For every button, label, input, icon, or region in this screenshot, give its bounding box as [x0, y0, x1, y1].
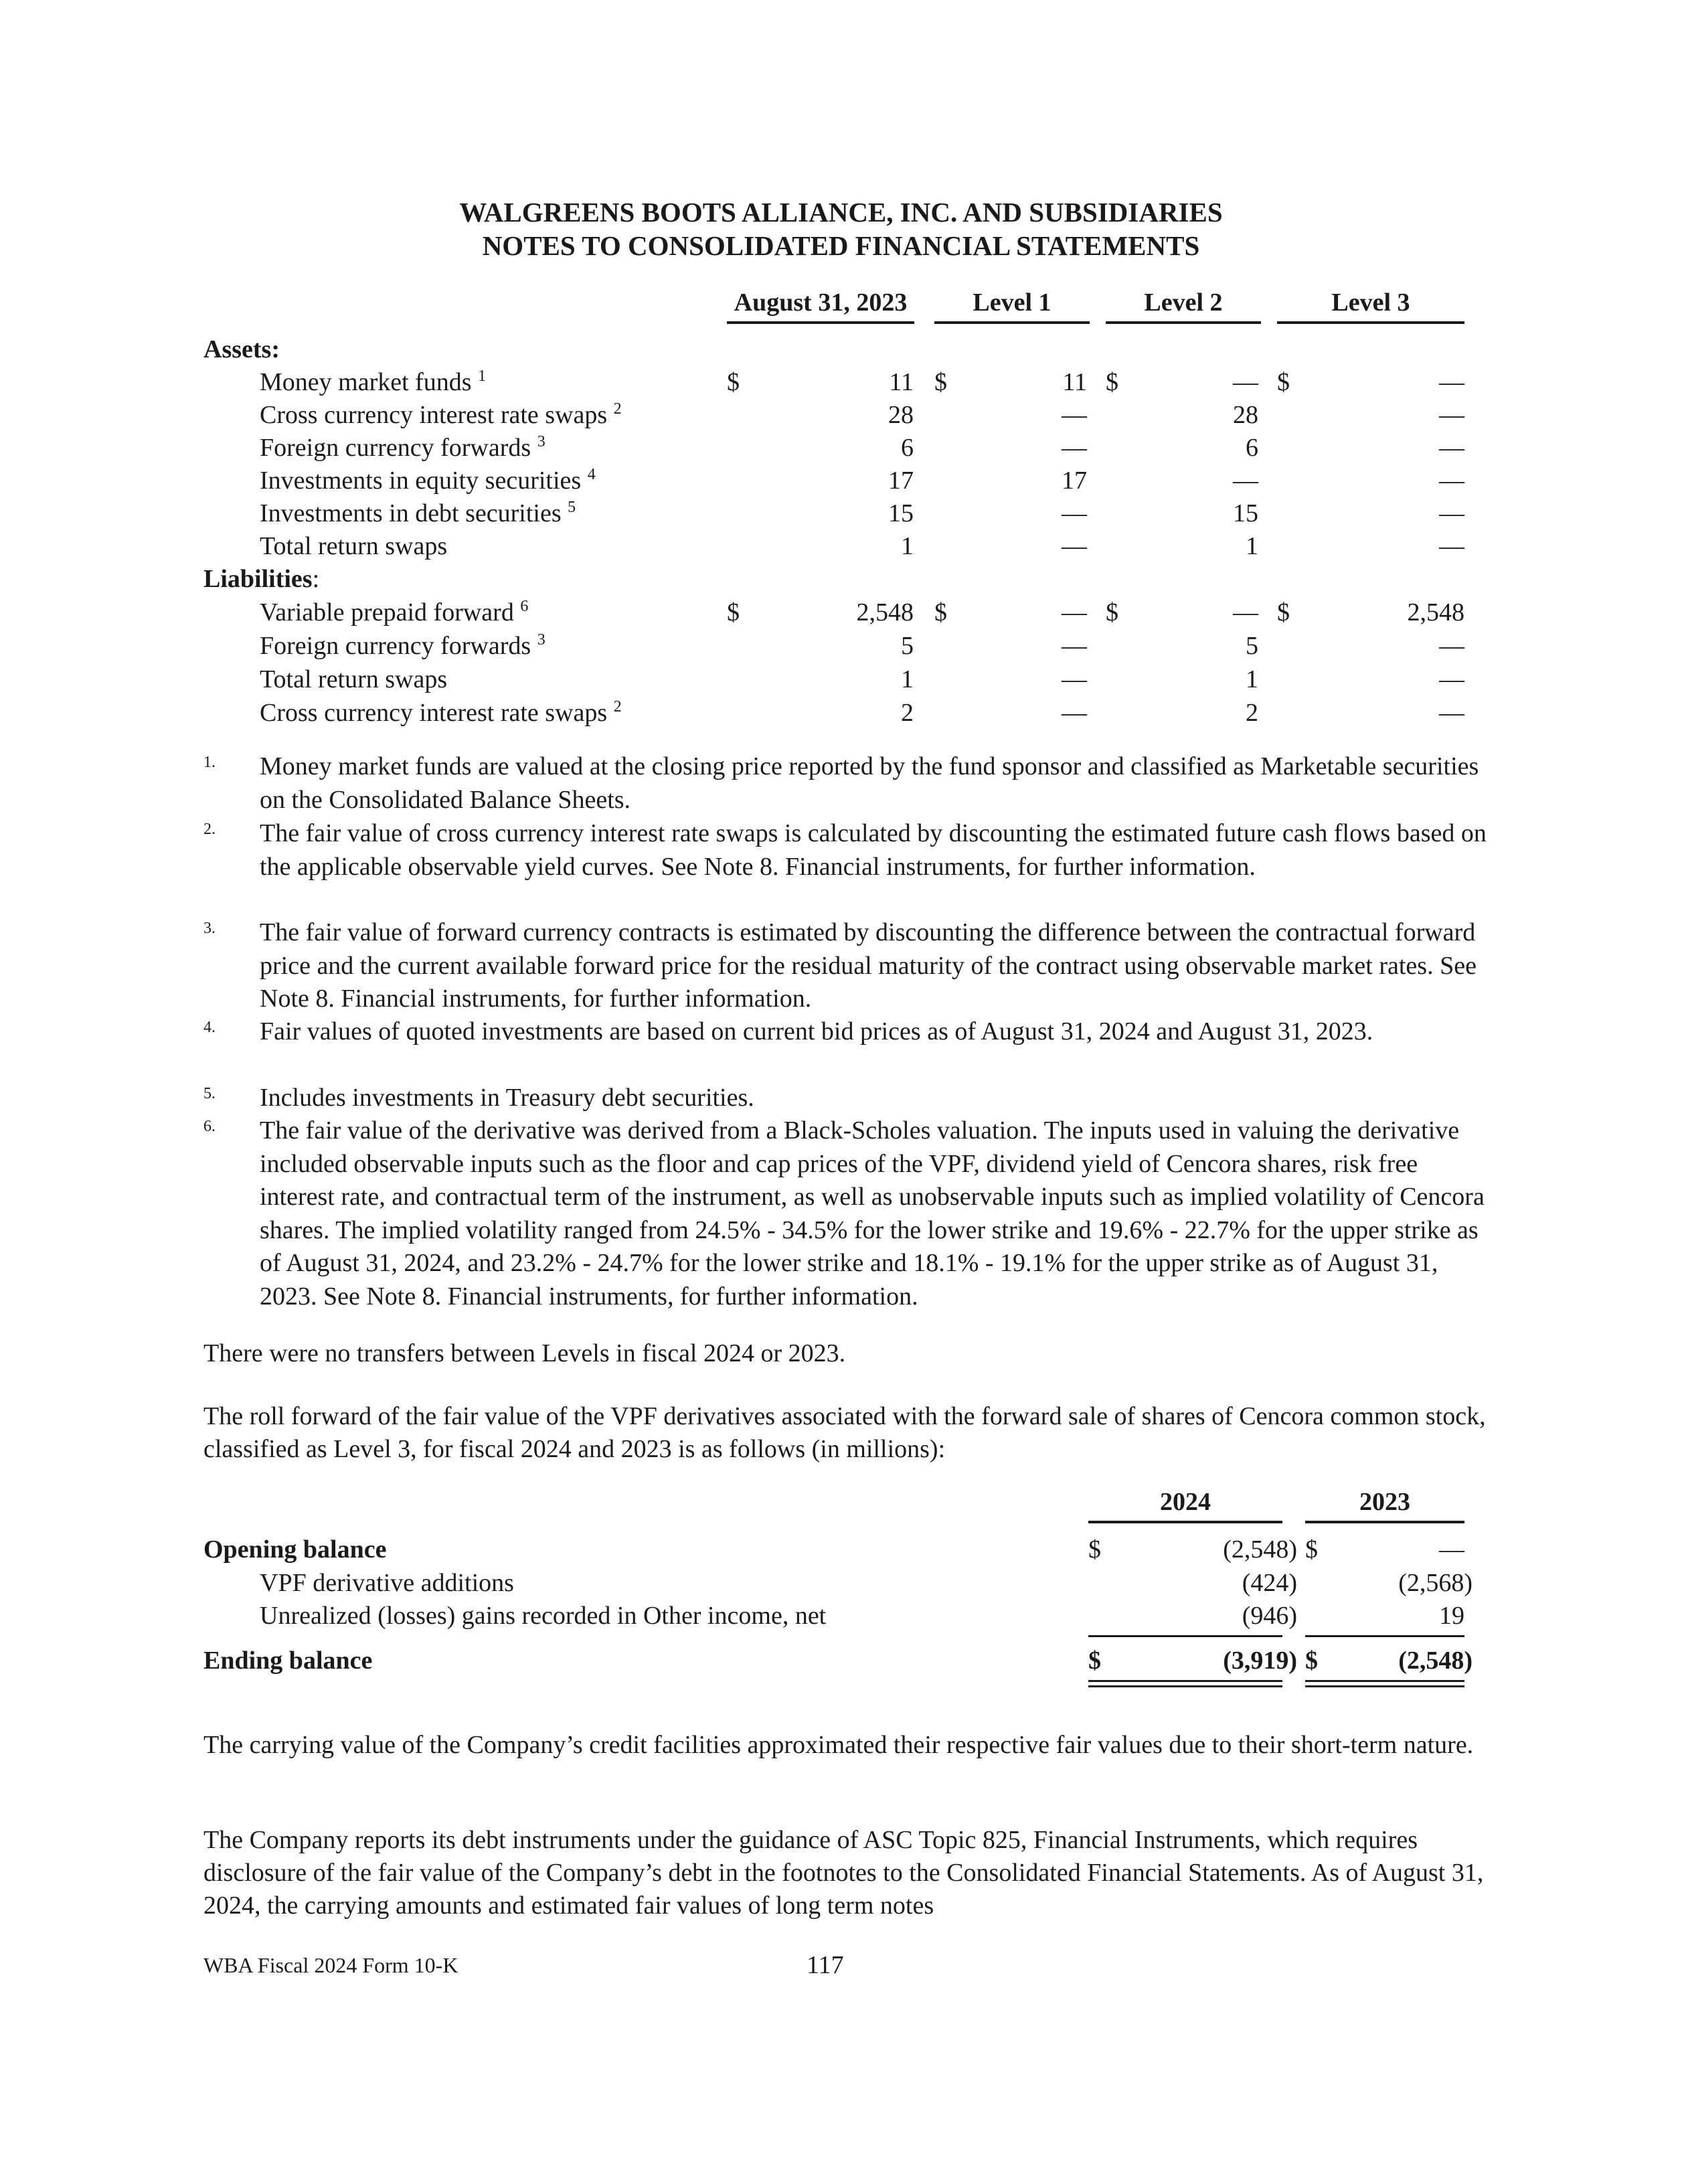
row-label: Investments in debt securities: [260, 499, 562, 527]
row-label: Money market funds: [260, 368, 472, 396]
footnote-marker: 5.: [203, 1085, 216, 1102]
footnote-marker: 1.: [203, 754, 216, 771]
table-row: [0, 529, 1682, 563]
column-header-date: August 31, 2023: [727, 288, 914, 324]
table-row: [0, 431, 1682, 465]
total-double-rule: [1305, 1680, 1464, 1687]
footnote-1: [203, 750, 1489, 817]
currency-symbol: $: [1088, 1647, 1101, 1675]
row-label: Opening balance: [203, 1535, 387, 1564]
table-row: [0, 497, 1682, 530]
currency-symbol: $: [727, 598, 740, 626]
value-cell: —: [1439, 499, 1464, 527]
value-cell: 15: [888, 499, 914, 527]
table-row: [0, 696, 1682, 730]
value-cell: 11: [1062, 368, 1087, 396]
footnote-ref: 1: [478, 367, 487, 385]
footnote-5: [203, 1082, 1489, 1115]
value-cell: (424): [1242, 1569, 1297, 1597]
row-label: Total return swaps: [260, 532, 448, 560]
value-cell: 17: [888, 467, 914, 495]
footnote-ref: 5: [568, 499, 576, 516]
subtotal-rule: [1305, 1635, 1464, 1637]
opening-balance-row: [0, 1533, 1682, 1566]
value-cell: —: [1439, 665, 1464, 693]
value-cell: —: [1439, 401, 1464, 429]
row-label: Cross currency interest rate swaps: [260, 401, 608, 429]
value-cell: 28: [888, 401, 914, 429]
row-label: VPF derivative additions: [260, 1569, 514, 1597]
footnote-text: The fair value of forward currency contracts is estimated by discounting the difference between the contractual forward price and the current available forward price for the residual maturity of the contract using observable market rates. See Note 8. Financial instruments, for further information.: [260, 918, 1477, 1013]
column-header-level-2: Level 2: [1106, 288, 1261, 324]
row-label: Ending balance: [203, 1647, 373, 1675]
value-cell: —: [1233, 368, 1258, 396]
footer-document-name: WBA Fiscal 2024 Form 10-K: [203, 1953, 458, 1977]
value-cell: —: [1439, 1535, 1464, 1564]
value-cell: —: [1439, 532, 1464, 560]
transfers-paragraph: There were no transfers between Levels in fiscal 2024 or 2023.: [203, 1339, 846, 1367]
value-cell: 1: [1246, 665, 1258, 693]
liabilities-colon: :: [312, 565, 320, 593]
footnote-text: The fair value of cross currency interest rate swaps is calculated by discounting the estimated future cash flows based on the applicable observable yield curves. See Note 8. Financial instruments, for further information.: [260, 819, 1487, 881]
currency-symbol: $: [1088, 1535, 1101, 1564]
row-label: Variable prepaid forward: [260, 598, 514, 626]
column-header-2024: 2024: [1088, 1487, 1282, 1523]
footnote-text: Includes investments in Treasury debt securities.: [260, 1084, 754, 1112]
value-cell: —: [1062, 401, 1087, 429]
footnote-ref: 2: [613, 400, 622, 418]
footnote-marker: 2.: [203, 821, 216, 838]
table-row: [0, 464, 1682, 497]
value-cell: —: [1062, 434, 1087, 462]
table-row: [0, 596, 1682, 629]
value-cell: 5: [1246, 632, 1258, 660]
table-row: [0, 398, 1682, 432]
footnote-marker: 4.: [203, 1019, 216, 1036]
row-label: Unrealized (losses) gains recorded in Other income, net: [260, 1602, 827, 1630]
table-row: [0, 1599, 1682, 1632]
value-cell: 1: [901, 532, 914, 560]
row-label: Investments in equity securities: [260, 467, 582, 495]
footnote-3: [203, 916, 1489, 1016]
total-double-rule: [1088, 1680, 1282, 1687]
ending-balance-row: [0, 1644, 1682, 1677]
value-cell: 2: [1246, 699, 1258, 727]
assets-heading-row: [0, 333, 1682, 366]
value-cell: 28: [1233, 401, 1258, 429]
value-cell: —: [1062, 598, 1087, 626]
value-cell: 6: [901, 434, 914, 462]
footnote-ref: 3: [537, 433, 545, 450]
value-cell: —: [1062, 532, 1087, 560]
row-label: Foreign currency forwards: [260, 632, 531, 660]
currency-symbol: $: [727, 368, 740, 396]
footnote-marker: 3.: [203, 920, 216, 937]
table-row: [0, 1566, 1682, 1600]
value-cell: —: [1439, 434, 1464, 462]
section-heading: NOTES TO CONSOLIDATED FINANCIAL STATEMENTS: [482, 230, 1200, 261]
value-cell: 6: [1246, 434, 1258, 462]
value-cell: —: [1062, 499, 1087, 527]
table-row: [0, 663, 1682, 696]
currency-symbol: $: [1277, 598, 1290, 626]
value-cell: (946): [1242, 1602, 1297, 1630]
value-cell: 15: [1233, 499, 1258, 527]
footnote-text: Money market funds are valued at the closing price reported by the fund sponsor and classified as Marketable securities on the Consolidated Balance Sheets.: [260, 752, 1479, 814]
currency-symbol: $: [934, 368, 947, 396]
value-cell: 5: [901, 632, 914, 660]
value-cell: —: [1233, 467, 1258, 495]
currency-symbol: $: [1305, 1647, 1318, 1675]
liabilities-heading: Liabilities: [203, 565, 313, 593]
value-cell: (3,919): [1223, 1647, 1297, 1675]
column-header-level-3: Level 3: [1277, 288, 1464, 324]
footnote-2: [203, 817, 1489, 884]
value-cell: (2,568): [1398, 1569, 1473, 1597]
debt-instruments-paragraph: The Company reports its debt instruments under the guidance of ASC Topic 825, Financial Instruments, which requires disclosure of the fair value of the Company’s debt in the footnotes to the Consolidated Financial Statements. As of August 31, 2024, the carrying amounts and estimated fair values of long term notes: [203, 1826, 1484, 1920]
value-cell: 2,548: [856, 598, 914, 626]
value-cell: 1: [901, 665, 914, 693]
value-cell: —: [1062, 699, 1087, 727]
footnote-ref: 2: [613, 698, 622, 716]
liabilities-heading-row: [0, 562, 1682, 596]
footnote-ref: 4: [587, 466, 596, 483]
value-cell: (2,548): [1398, 1647, 1473, 1675]
column-header-2023: 2023: [1305, 1487, 1464, 1523]
value-cell: —: [1439, 467, 1464, 495]
value-cell: —: [1439, 632, 1464, 660]
currency-symbol: $: [1305, 1535, 1318, 1564]
value-cell: 2: [901, 699, 914, 727]
table-row: [0, 629, 1682, 663]
subtotal-rule: [1088, 1635, 1282, 1637]
value-cell: —: [1062, 665, 1087, 693]
footnote-ref: 6: [520, 598, 529, 615]
value-cell: —: [1233, 598, 1258, 626]
row-label: Total return swaps: [260, 665, 448, 693]
currency-symbol: $: [1106, 598, 1118, 626]
value-cell: 1: [1246, 532, 1258, 560]
value-cell: (2,548): [1223, 1535, 1297, 1564]
value-cell: 19: [1439, 1602, 1464, 1630]
row-label: Foreign currency forwards: [260, 434, 531, 462]
currency-symbol: $: [934, 598, 947, 626]
footnote-text: Fair values of quoted investments are based on current bid prices as of August 31, 2024 and August 31, 2023.: [260, 1017, 1373, 1045]
currency-symbol: $: [1277, 368, 1290, 396]
value-cell: 11: [889, 368, 914, 396]
footnote-text: The fair value of the derivative was derived from a Black-Scholes valuation. The inputs used in valuing the derivative included observable inputs such as the floor and cap prices of the VPF, dividend yield of Cencora shares, risk free interest rate, and contractual term of the instrument, as well as unobservable inputs such as implied volatility of Cencora shares. The implied volatility ranged from 24.5% - 34.5% for the lower strike and 19.6% - 22.7% for the upper strike as of August 31, 2024, and 23.2% - 24.7% for the lower strike and 18.1% - 19.1% for the upper strike as of August 31, 2023. See Note 8. Financial instruments, for further information.: [260, 1116, 1485, 1311]
roll-forward-intro-paragraph: The roll forward of the fair value of the VPF derivatives associated with the forward sale of shares of Cencora common stock, classified as Level 3, for fiscal 2024 and 2023 is as follows (in millions):: [203, 1402, 1486, 1463]
footnote-marker: 6.: [203, 1118, 216, 1135]
company-name-heading: WALGREENS BOOTS ALLIANCE, INC. AND SUBSIDIARIES: [459, 197, 1223, 228]
value-cell: —: [1062, 632, 1087, 660]
footnote-6: [203, 1114, 1489, 1313]
column-header-level-1: Level 1: [934, 288, 1090, 324]
table-row: [0, 365, 1682, 399]
row-label: Cross currency interest rate swaps: [260, 699, 608, 727]
value-cell: 17: [1062, 467, 1087, 495]
footnote-4: [203, 1015, 1489, 1049]
page-number: 117: [807, 1951, 844, 1979]
value-cell: —: [1439, 699, 1464, 727]
footnote-ref: 3: [537, 631, 545, 649]
assets-heading: Assets:: [203, 335, 280, 363]
value-cell: —: [1439, 368, 1464, 396]
value-cell: 2,548: [1407, 598, 1464, 626]
credit-facilities-paragraph: The carrying value of the Company’s credit facilities approximated their respective fair values due to their short-term nature.: [203, 1731, 1474, 1759]
currency-symbol: $: [1106, 368, 1118, 396]
